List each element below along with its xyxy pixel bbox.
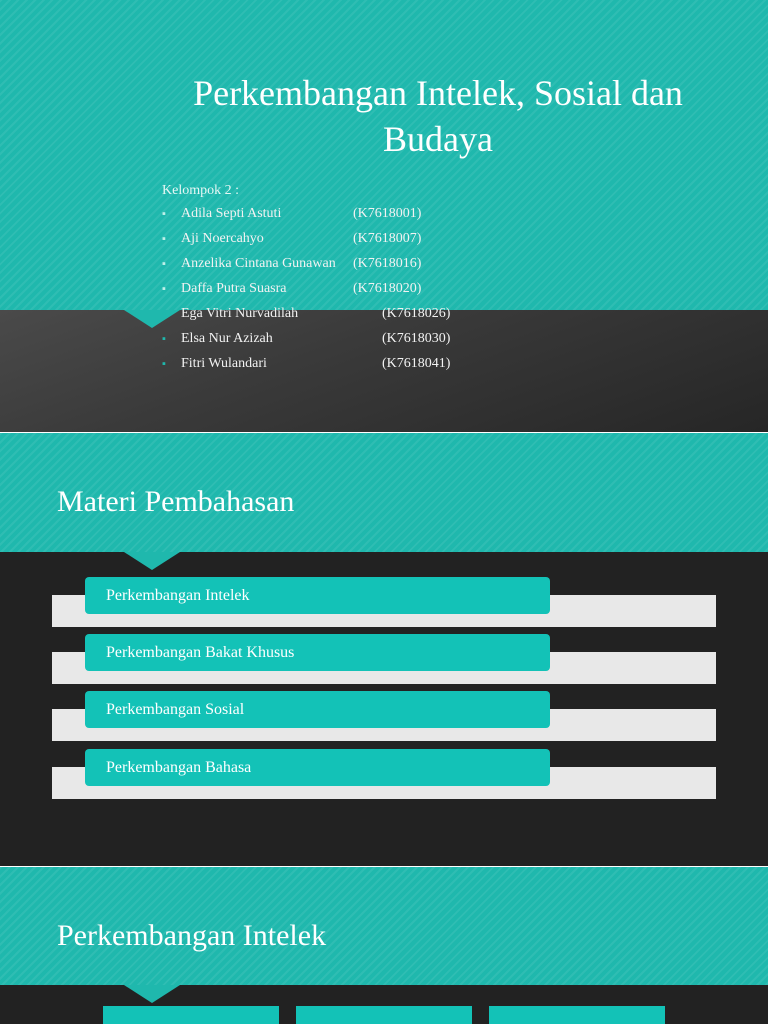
- member-nim: (K7618020): [353, 281, 422, 296]
- member-nim: (K7618016): [353, 256, 422, 271]
- content-box: [489, 1006, 665, 1024]
- topic-item-bahasa[interactable]: Perkembangan Bahasa: [85, 749, 550, 786]
- slide-1-notch: [124, 310, 180, 328]
- bullet-icon: ▪: [162, 358, 166, 370]
- member-name: Anzelika Cintana Gunawan: [181, 256, 336, 271]
- bullet-icon: ▪: [162, 258, 166, 270]
- content-box: [296, 1006, 472, 1024]
- topic-item-bakat-khusus[interactable]: Perkembangan Bakat Khusus: [85, 634, 550, 671]
- member-nim: (K7618007): [353, 231, 422, 246]
- slide-3[interactable]: [0, 867, 768, 1024]
- slide-1-title: Perkembangan Intelek, Sosial dan Budaya: [193, 73, 683, 159]
- slide-3-notch: [124, 985, 180, 1003]
- member-name: Adila Septi Astuti: [181, 206, 282, 221]
- member-nim: (K7618001): [353, 206, 422, 221]
- bullet-icon: ▪: [162, 283, 166, 295]
- bullet-icon: ▪: [162, 308, 166, 320]
- member-name: Daffa Putra Suasra: [181, 281, 287, 296]
- content-box: [103, 1006, 279, 1024]
- bullet-icon: ▪: [162, 208, 166, 220]
- member-name: Fitri Wulandari: [181, 356, 267, 371]
- member-nim: (K7618030): [382, 331, 451, 346]
- slide-2-notch: [124, 552, 180, 570]
- member-nim: (K7618041): [382, 356, 451, 371]
- member-nim: (K7618026): [382, 306, 451, 321]
- topic-item-sosial[interactable]: Perkembangan Sosial: [85, 691, 550, 728]
- group-label: Kelompok 2 :: [162, 183, 239, 198]
- slide-2[interactable]: [0, 433, 768, 866]
- topic-item-intelek[interactable]: Perkembangan Intelek: [85, 577, 550, 614]
- slide-2-title: Materi Pembahasan: [57, 485, 295, 518]
- slide-3-title: Perkembangan Intelek: [57, 919, 327, 952]
- bullet-icon: ▪: [162, 333, 166, 345]
- slide-1[interactable]: [0, 0, 768, 432]
- member-name: Aji Noercahyo: [181, 231, 264, 246]
- member-name: Ega Vitri Nurvadilah: [181, 306, 299, 321]
- bullet-icon: ▪: [162, 233, 166, 245]
- member-name: Elsa Nur Azizah: [181, 331, 273, 346]
